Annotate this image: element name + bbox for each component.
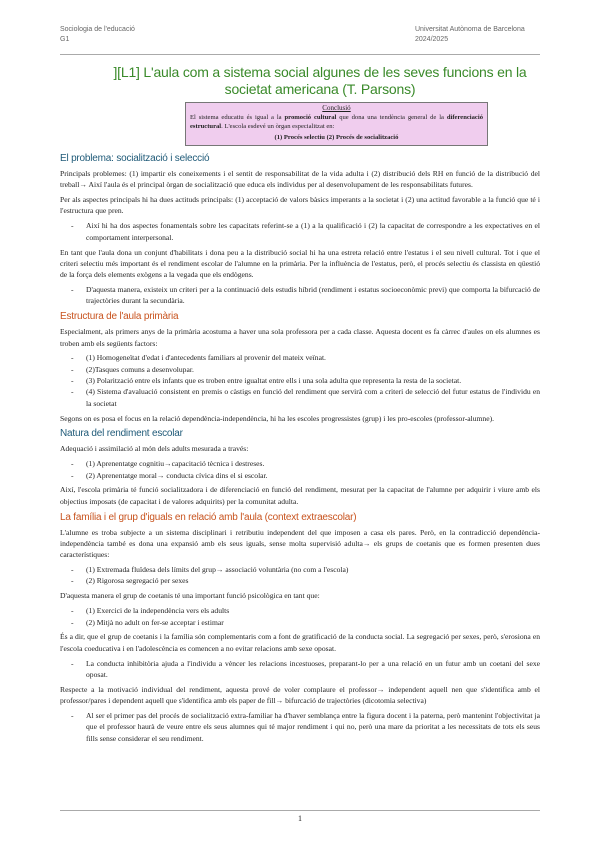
- paragraph: Per als aspectes principals hi ha dues actituds principals: (1) acceptació de valors bàsics imperants a la societat i (2) una actitud favorable a la funció que té i l'estructura que pren.: [60, 195, 540, 216]
- page-number: 1: [298, 814, 302, 823]
- list-item: - Així hi ha dos aspectes fonamentals sobre les capacitats referint-se a (1) a la qualificació i (2) la capacitat de correspondre a les expectatives en el comportament interpersonal.: [86, 220, 540, 243]
- list-item: - (1) Aprenentatge cognitiu→capacitació tècnica i destreses.: [86, 458, 540, 469]
- paragraph: En tant que l'aula dona un conjunt d'habilitats i dona peu a la distribució social hi ha una estreta relació entre l'estatus i el seu nivell cultural. Tot i que el criteri selectiu més important és el rendiment escolar de l'alumne en la primària. Per la influència de l'estatus, però, el procés selectiu és classista en qüestió de la força dels elements exògens a la vegada que els endògens.: [60, 247, 540, 280]
- list-item: - (3) Polarització entre els infants que es troben entre igualtat entre ells i una sola adulta que representa la resta de la societat.: [86, 375, 540, 386]
- paragraph: L'alumne es troba subjecte a un sistema disciplinari i retributiu independent del que imposen a casa els pares. Però, en la contradicció dependència-independència també es dona una expansió amb els seus iguals, sense molta supervisió adulta→ els grups de coetanis que es formen presenten dues característiques:: [60, 527, 540, 560]
- section-heading: Estructura de l'aula primària: [60, 311, 179, 323]
- page-header-left: [60, 25, 135, 45]
- paragraph: Segons on es posa el focus en la relació dependència-independència, hi ha les escoles progressistes (grup) i les pro-escoles (professor-alumne).: [60, 413, 495, 423]
- group-name: G1: [60, 36, 70, 43]
- list-item: - (4) Sistema d'avaluació consistent en premis o càstigs en funció del rendiment que servirà com a criteri de selecció del futur estatus de l'individu en la societat: [86, 386, 540, 409]
- text: que dona una tendència general de la: [336, 114, 447, 121]
- paragraph: Especialment, als primers anys de la primària acostuma a haver una sola professora per a cada classe. Aquesta docent es fa càrrec d'aules on els alumnes es troben amb els següents factors:: [60, 327, 540, 348]
- paragraph: Respecte a la motivació individual del rendiment, aquesta prové de voler complaure el professor→ independent aquell nen que s'identifica amb el professor/pares i dependent aquell que s'identifica amb els paper de fill→ bifurcació de trajectòries (dicotomia selectiva): [60, 684, 540, 706]
- bold-term: promoció cultural: [284, 114, 337, 121]
- conclusion-box: [185, 102, 488, 146]
- header-divider: [60, 54, 540, 55]
- text: . L'escola esdevé un òrgan especialitzat en:: [221, 123, 335, 130]
- paragraph: Principals problemes: (1) impartir els coneixements i el sentit de responsabilitat de la vida adulta i (2) distribució dels RH en funció de la distribució del treball→ Així l'aula és el principal òrgan de socialització que educa els individus per al desenvolupament de les responsabilitats futures.: [60, 169, 540, 190]
- page-header-right: [415, 25, 525, 45]
- bold-term: diferenciació estructural: [190, 114, 483, 130]
- bullet-list: [60, 352, 540, 408]
- list-item: - (1) Exercici de la independència vers els adults: [86, 605, 540, 616]
- bullet-list: [60, 564, 540, 587]
- list-item: - (2) Mitjà no adult on fer-se acceptar i estimar: [86, 617, 540, 628]
- bullet-list: [60, 605, 540, 628]
- university-name: Universitat Autònoma de Barcelona: [415, 26, 525, 33]
- list-item: - (2) Aprenentatge moral→ conducta cívica dins el si escolar.: [86, 470, 540, 481]
- document-title: ][L1] L'aula com a sistema social algunes de les seves funcions en la societat americana (T. Parsons): [113, 64, 527, 97]
- bullet-list: [60, 220, 540, 243]
- bullet-list: [60, 710, 540, 744]
- list-item: - Al ser el primer pas del procés de socialització extra-familiar ha d'haver semblança entre la figura docent i la paterna, però mantenint l'objectivitat ja que el professor haurà de veure entre els seus alumnes qui té major rendiment i qui no, però una mare da prioritat a les necessitats de tots els seus fills sense considerar el seu rendiment.: [86, 710, 540, 744]
- bullet-list: [60, 658, 540, 681]
- section-heading: La família i el grup d'iguals en relació amb l'aula (context extraescolar): [60, 511, 357, 523]
- section-heading: Natura del rendiment escolar: [60, 428, 183, 440]
- conclusion-list: (1) Procés selectiu (2) Procés de socialització: [274, 134, 399, 141]
- list-item: - La conducta inhibitòria ajuda a l'individu a vèncer les relacions incestuoses, preparant-lo per a una relació en un futur amb un coetani del sexe oposat.: [86, 658, 540, 681]
- paragraph: Així, l'escola primària té funció socialitzadora i de diferenciació en funció del rendiment, mesurat per la capacitat de l'alumne per adquirir i viure amb els objectius imposats (de capacitat i de valores adquirits) per la comunitat adulta.: [60, 485, 540, 506]
- section-heading: El problema: socialització i selecció: [60, 153, 210, 164]
- list-item: - (1) Extremada fluïdesa dels límits del grup→ associació voluntària (no com a l'escola): [86, 564, 540, 575]
- list-item: - (1) Homogeneïtat d'edat i d'antecedents familiars al provenir del mateix veïnat.: [86, 352, 540, 363]
- paragraph: És a dir, que el grup de coetanis i la família són complementaris com a font de gratificació de la conducta social. La segregació per sexes, però, s'erosiona en l'escola coeducativa i en l'adolescència es comencen a no evitar relacions amb sexe oposat.: [60, 632, 540, 653]
- list-item: - (2)Tasques comuns a desenvolupar.: [86, 364, 540, 375]
- list-item: - D'aquesta manera, existeix un criteri per a la continuació dels estudis híbrid (rendiment i estatus socioeconòmic previ) que comporta la bifurcació de trajectòries durant la secundària.: [86, 284, 540, 307]
- bullet-list: [60, 458, 540, 481]
- conclusion-heading: Conclusió: [322, 104, 351, 112]
- document-body: [60, 150, 540, 747]
- footer-divider: [60, 810, 540, 811]
- paragraph: D'aquesta manera el grup de coetanis té una important funció psicològica en tant que:: [60, 591, 320, 601]
- paragraph: Adequació i assimilació al món dels adults mesurada a través:: [60, 444, 249, 454]
- conclusion-text: [190, 113, 483, 131]
- academic-year: 2024/2025: [415, 36, 449, 43]
- course-name: Sociologia de l'educació: [60, 26, 135, 33]
- bullet-list: [60, 284, 540, 307]
- list-item: - (2) Rigorosa segregació per sexes: [86, 575, 540, 586]
- text: El sistema educatiu és igual a la: [190, 114, 285, 121]
